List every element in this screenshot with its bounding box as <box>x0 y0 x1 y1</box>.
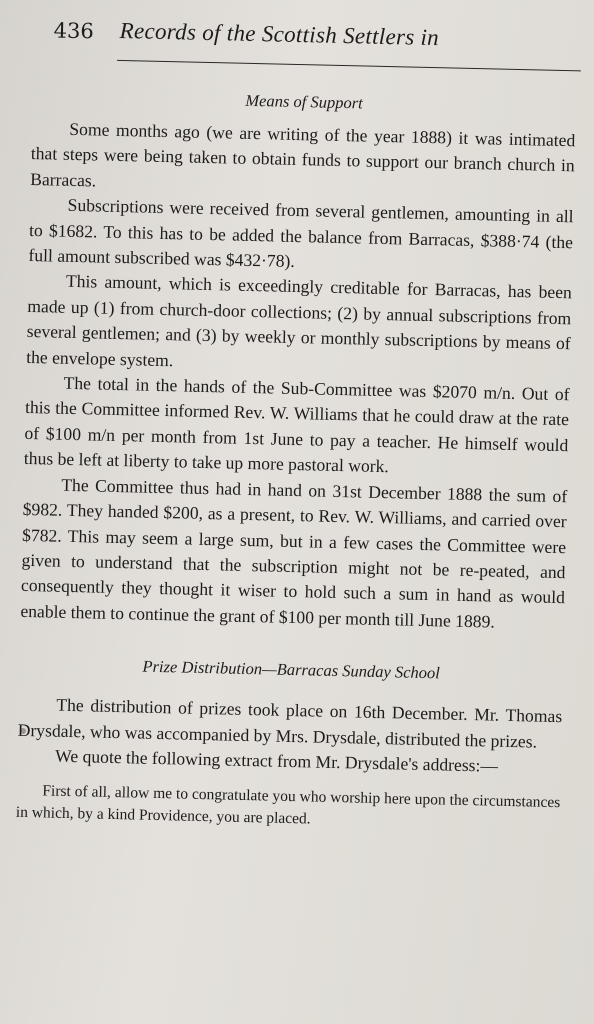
page-number: 436 <box>53 18 94 44</box>
header-rule <box>117 60 581 72</box>
page-header <box>33 14 578 78</box>
paragraph: The distribution of prizes took place on 16th December. Mr. Thomas Drysdale, who was accompanied by Mrs. Drysdale, distributed the prizes. <box>17 694 563 752</box>
paragraph: We quote the following extract from Mr. Drysdale's address:— <box>54 745 499 776</box>
quoted-extract: First of all, allow me to congratulate you who worship here upon the circumstances in which, by a kind Providence, you are placed. <box>15 782 561 828</box>
paragraph: Subscriptions were received from several gentlemen, amounting in all to $1682. To this has to be added the balance from Barracas, $388·74 (the full amount subscribed was $432·78). <box>28 195 574 272</box>
paragraph: This amount, which is exceedingly creditable for Barracas, has been made up (1) from church-door collections; (2) by annual subscriptions from several gentlemen; and (3) by weekly or monthly subscriptions by means of the envelope system. <box>25 271 573 370</box>
page-content <box>16 14 578 836</box>
running-title: Records of the Scottish Settlers in <box>119 17 440 51</box>
paragraph: The Committee thus had in hand on 31st December 1888 the sum of $982. They handed $200, as a present, to Rev. W. Williams, and carried over $782. This may seem a large sum, but in a few cases the Committee were given to understand that the subscription might not be re-peated, and consequently they thought it wiser to hold such a sum in hand as would enable them to continue the grant of $100 per month till June 1889. <box>20 474 568 632</box>
paragraph: Some months ago (we are writing of the year 1888) it was intimated that steps were being taken to obtain funds to support our branch church in Barracas. <box>30 118 576 191</box>
section-heading-means-of-support: Means of Support <box>245 90 363 113</box>
section-heading-prize-distribution: Prize Distribution—Barracas Sunday School <box>142 656 441 683</box>
paragraph: The total in the hands of the Sub-Committee was $2070 m/n. Out of this the Committee informed Rev. W. Williams that he could draw at the rate of $100 m/n per month from 1st June to pay a teacher. He himself would thus be left at liberty to take up more pastoral work. <box>23 372 570 477</box>
